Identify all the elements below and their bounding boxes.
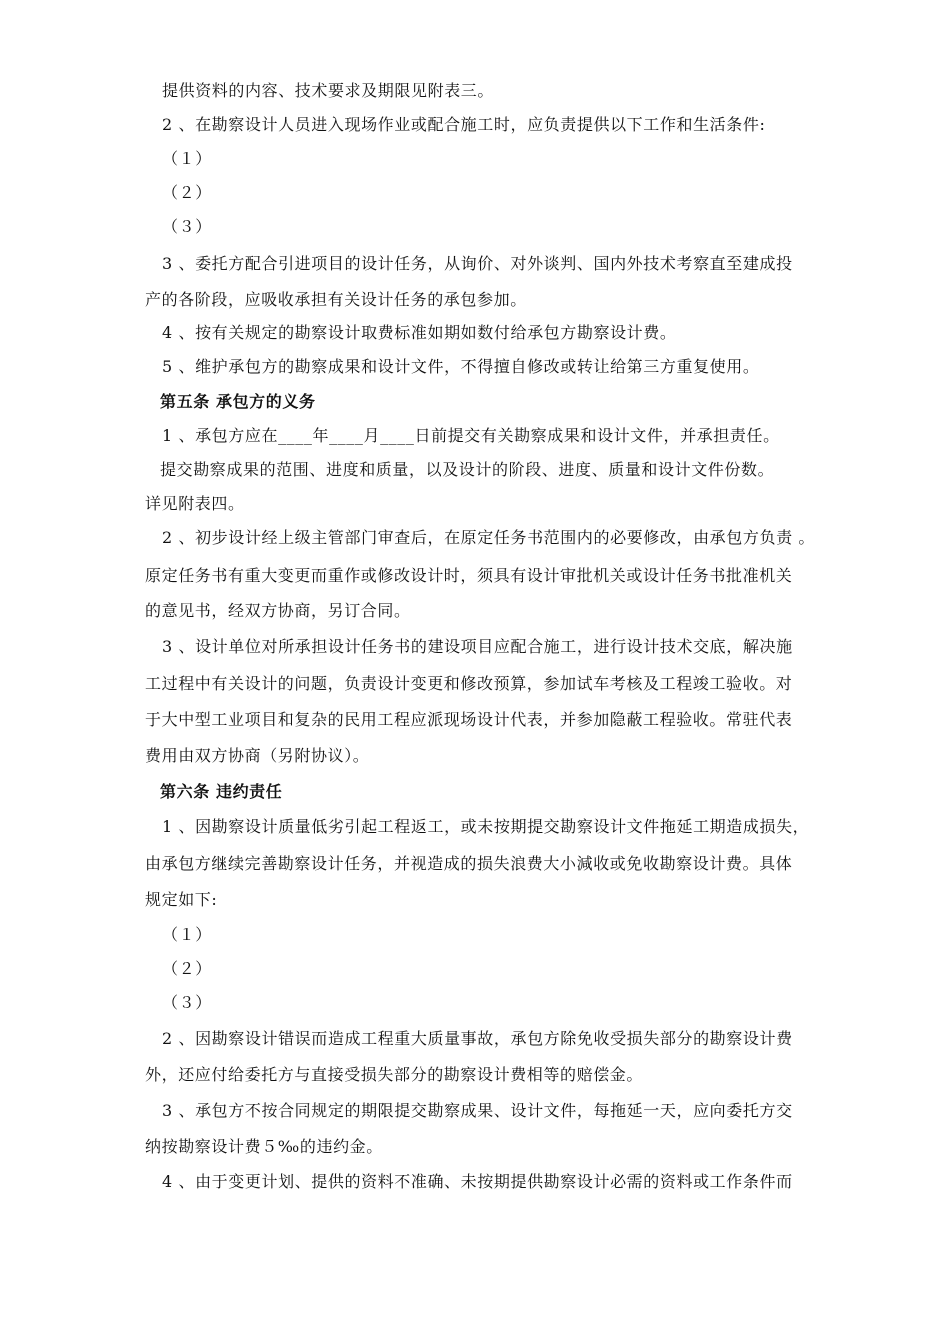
text-line: 工过程中有关设计的问题，负责设计变更和修改预算，参加试车考核及工程竣工验收。对: [145, 674, 793, 693]
text-line: 提交勘察成果的范围、进度和质量，以及设计的阶段、进度、质量和设计文件份数。: [160, 460, 775, 479]
text-line: （２）: [162, 959, 212, 978]
text-line: 原定任务书有重大变更而重作或修改设计时，须具有设计审批机关或设计任务书批准机关: [145, 566, 793, 585]
text-line: 3 、承包方不按合同规定的期限提交勘察成果、设计文件，每拖延一天，应向委托方交: [162, 1101, 793, 1120]
text-line: 1 、承包方应在____年____月____日前提交有关勘察成果和设计文件，并承担责任。: [162, 426, 780, 445]
text-line: 规定如下:: [145, 890, 218, 909]
text-line: 费用由双方协商（另附协议）。: [145, 746, 370, 765]
text-line: （２）: [162, 183, 212, 202]
text-line: （１）: [162, 149, 212, 168]
section-heading: 第六条 违约责任: [160, 782, 283, 801]
text-line: 提供资料的内容、技术要求及期限见附表三。: [162, 81, 495, 100]
text-line: 3 、设计单位对所承担设计任务书的建设项目应配合施工，进行设计技术交底，解决施: [162, 637, 793, 656]
text-line: 详见附表四。: [145, 494, 245, 513]
section-heading: 第五条 承包方的义务: [160, 392, 316, 411]
text-line: （３）: [162, 993, 212, 1012]
text-line: 由承包方继续完善勘察设计任务，并视造成的损失浪费大小減收或免收勘察设计费。具体: [145, 854, 793, 873]
text-line: 3 、委托方配合引进项目的设计任务，从询价、对外谈判、国内外技术考察直至建成投: [162, 254, 793, 273]
text-line: 4 、按有关规定的勘察设计取费标准如期如数付给承包方勘察设计费。: [162, 323, 677, 342]
text-line: （３）: [162, 217, 212, 236]
text-line: 2 、初步设计经上级主管部门审查后，在原定任务书范围内的必要修改，由承包方负责 。: [162, 528, 815, 547]
text-line: （１）: [162, 925, 212, 944]
text-line: 2 、在勘察设计人员进入现场作业或配合施工时，应负责提供以下工作和生活条件:: [162, 115, 766, 134]
text-line: 4 、由于变更计划、提供的资料不准确、未按期提供勘察设计必需的资料或工作条件而: [162, 1172, 793, 1191]
text-line: 外，还应付给委托方与直接受损失部分的勘察设计费相等的赔偿金。: [145, 1065, 644, 1084]
text-line: 的意见书，经双方协商，另订合同。: [145, 601, 411, 620]
text-line: 2 、因勘察设计错误而造成工程重大质量事故，承包方除免收受损失部分的勘察设计费: [162, 1029, 793, 1048]
text-line: 于大中型工业项目和复杂的民用工程应派现场设计代表，并参加隐蔽工程验收。常驻代表: [145, 710, 793, 729]
text-line: 5 、维护承包方的勘察成果和设计文件，不得擅自修改或转让给第三方重复使用。: [162, 357, 760, 376]
text-line: 纳按勘察设计费５‰的违约金。: [145, 1137, 383, 1156]
text-line: 1 、因勘察设计质量低劣引起工程返工，或未按期提交勘察设计文件拖延工期造成损失，: [162, 817, 810, 836]
text-line: 产的各阶段，应吸收承担有关设计任务的承包参加。: [145, 290, 527, 309]
